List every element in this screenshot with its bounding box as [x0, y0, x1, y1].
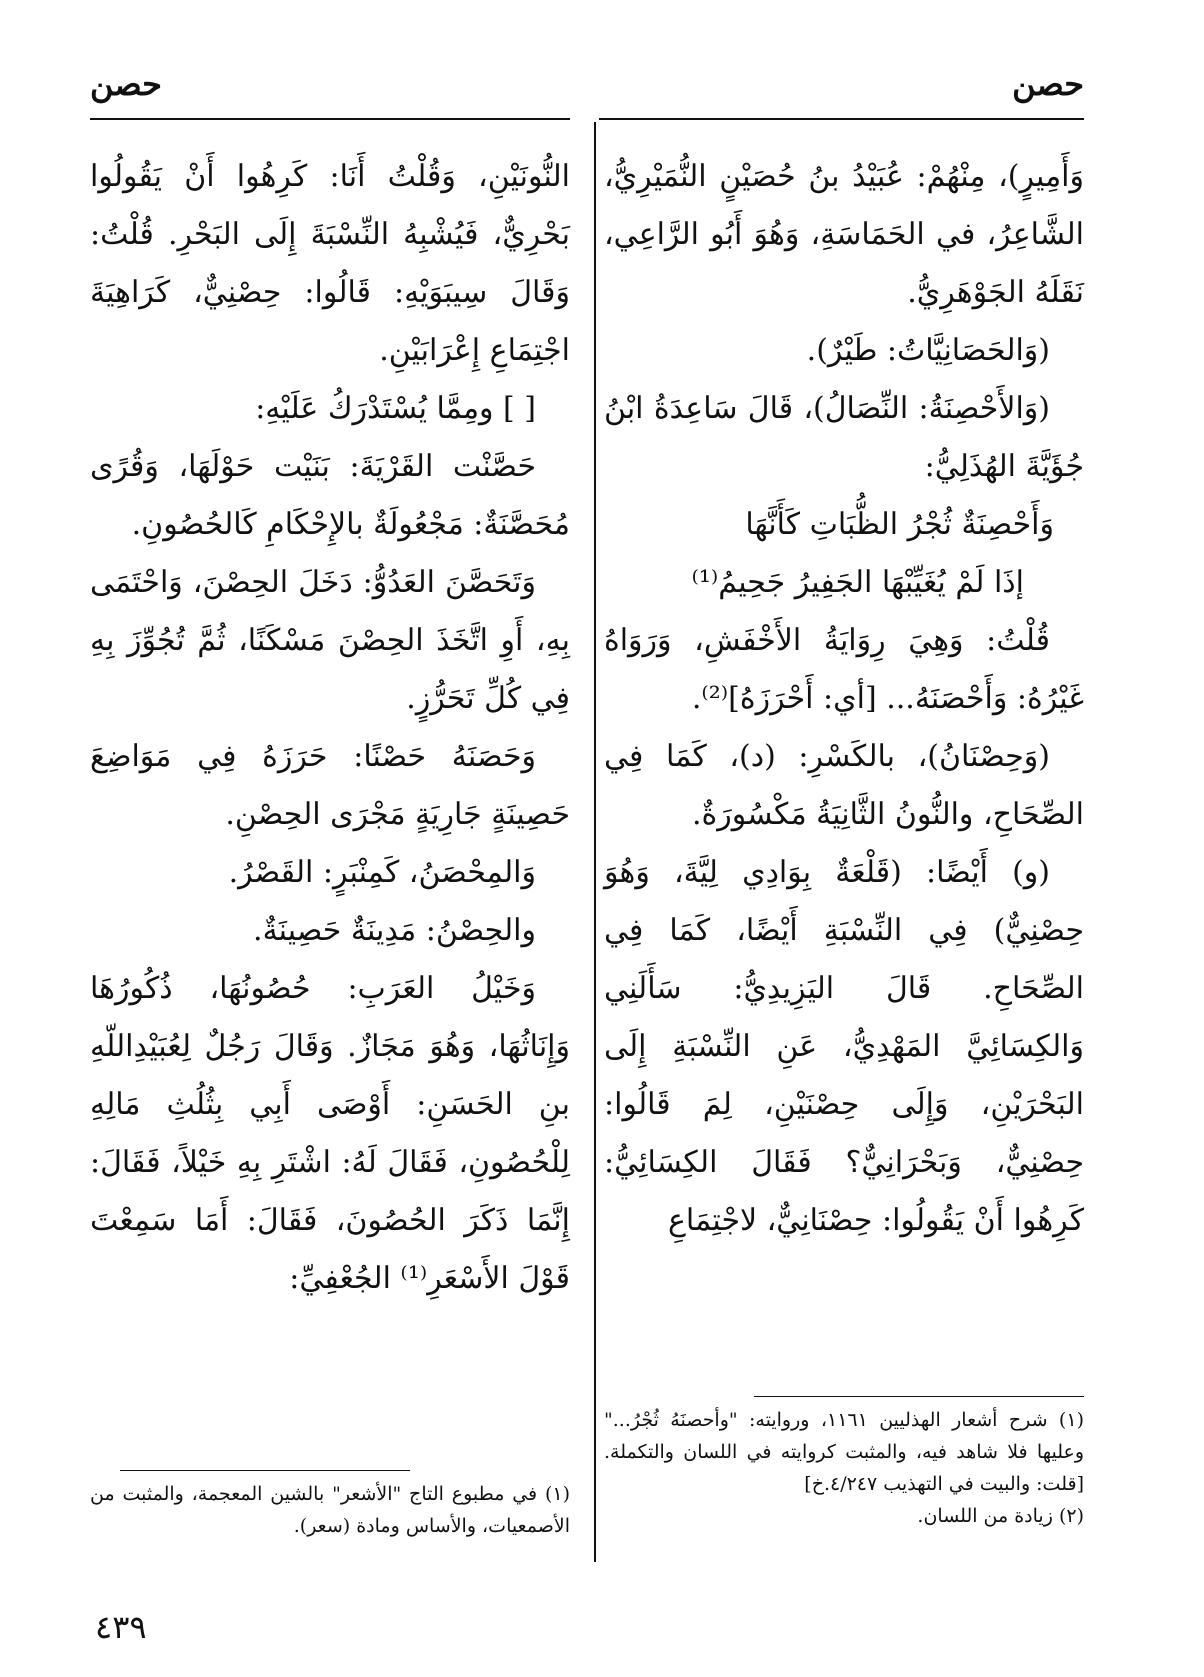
footnote: (١) في مطبوع التاج "الأشعر" بالشين المعجمة، والمثبت من الأصمعيات، والأساس ومادة (سعر). — [90, 1483, 570, 1537]
paragraph: النُّونَيْنِ، وَقُلْتُ أَنَا: كَرِهُوا أَنْ يَقُولُوا بَحْرِيٌّ، فَيُشْبِهُ النِّسْبَةَ إِلَى البَحْرِ. قُلْتُ: وَقَالَ سِيبَوَيْهِ: قَالُوا: حِصْنِيٌّ، كَرَاهِيَةَ اجْتِمَاعِ إِعْرَابَيْنِ. — [90, 159, 570, 368]
paragraph: وَخَيْلُ العَرَبِ: حُصُونُهَا، ذُكُورُهَا وَإِنَاثُهَا، وَهُوَ مَجَازٌ. وَقَالَ رَجُلٌ لِعُبَيْدِاللّهِ بنِ الحَسَنِ: أَوْصَى أَبِي بِثُلُثِ مَالِهِ لِلْحُصُونِ، فَقَالَ لَهُ: اشْتَرِ بِهِ خَيْلاً، فَقَالَ: إِنَّمَا ذَكَرَ الحُصُونَ، فَقَالَ: أَمَا سَمِعْتَ قَوْلَ الأَسْعَرِ⁽¹⁾ الجُعْفِيِّ: — [90, 971, 570, 1296]
footnotes-right — [604, 1404, 1084, 1532]
paragraph: وَأَمِيرٍ)، مِنْهُمْ: عُبَيْدُ بنُ حُصَيْنٍ النُّمَيْرِيُّ، الشَّاعِرُ، في الحَمَاسَةِ، وَهُوَ أَبُو الرَّاعِي، نَقَلَهُ الجَوْهَرِيُّ. — [604, 159, 1084, 310]
footnote-rule-left — [120, 1470, 410, 1471]
paragraph: والحِصْنُ: مَدِينَةٌ حَصِينَةٌ. — [253, 913, 536, 948]
footnotes-left — [90, 1478, 570, 1542]
left-column — [90, 148, 570, 1308]
header-rule-left — [90, 118, 570, 120]
paragraph: (و) أَيْضًا: (قَلْعَةٌ بِوَادِي لِيَّةَ، وَهُوَ حِصْنِيٌّ) فِي النِّسْبَةِ أَيْضًا، كَمَا فِي الصِّحَاحِ. قَالَ اليَزِيدِيُّ: سَأَلَنِي وَالكِسَائِيَّ المَهْدِيُّ، عَنِ النِّسْبَةِ إِلَى البَحْرَيْنِ، وَإِلَى حِصْنَيْنِ، لِمَ قَالُوا: حِصْنِيٌّ، وَبَحْرَانِيٌّ؟ فَقَالَ الكِسَائِيُّ: كَرِهُوا أَنْ يَقُولُوا: حِصْنَانِيٌّ، لاجْتِمَاعِ — [604, 855, 1084, 1238]
paragraph: (وَحِصْنَانُ)، بالكَسْرِ: (د)، كَمَا فِي الصِّحَاحِ، والنُّونُ الثَّانِيَةُ مَكْسُورَةٌ. — [604, 739, 1084, 832]
paragraph: وَتَحَصَّنَ العَدُوُّ: دَخَلَ الحِصْنَ، وَاحْتَمَى بِهِ، أَوِ اتَّخَذَ الحِصْنَ مَسْكَنًا، ثُمَّ تُجُوِّزَ بِهِ فِي كُلِّ تَحَرُّزٍ. — [90, 565, 570, 716]
paragraph: وَحَصَنَهُ حَصْنًا: حَرَزَهُ فِي مَوَاضِعَ حَصِينَةٍ جَارِيَةٍ مَجْرَى الحِصْنِ. — [90, 739, 570, 832]
subheading: [ ] ومِمَّا يُسْتَدْرَكُ عَلَيْهِ: — [255, 391, 536, 426]
page-number: ٤٣٩ — [95, 1608, 147, 1646]
paragraph: حَصَّنْت القَرْيَةَ: بَنَيْت حَوْلَهَا، وَقُرًى مُحَصَّنَةٌ: مَجْعُولَةٌ بالإِحْكَامِ كَالحُصُونِ. — [90, 449, 570, 542]
paragraph: وَالمِحْصَنُ، كَمِنْبَرٍ: القَصْرُ. — [228, 855, 536, 890]
verse-line: وَأَحْصِنَةٌ ثُجْرُ الظُّبَاتِ كَأَنَّهَا — [745, 507, 1054, 542]
header-rule-right — [599, 118, 1084, 120]
verse-line: إذَا لَمْ يُغَيِّبْهَا الجَفِيرُ جَحِيمُ⁽¹⁾ — [691, 565, 1024, 600]
footnote: (٢) زيادة من اللسان. — [917, 1505, 1084, 1527]
paragraph: قُلْتُ: وَهِيَ رِوَايَةُ الأَخْفَشِ، وَرَوَاهُ غَيْرُهُ: وَأَحْصَنَهُ... [أي: أَحْرَزَهُ]⁽²⁾. — [604, 623, 1084, 716]
header-word-right: حصن — [1012, 65, 1084, 103]
right-column — [604, 148, 1084, 1250]
header-word-left: حصن — [90, 65, 162, 103]
footnote-rule-right — [754, 1396, 1084, 1397]
column-divider — [594, 122, 596, 1562]
paragraph: (وَالأَحْصِنَةُ: النِّصَالُ)، قَالَ سَاعِدَةُ ابْنُ جُؤَيَّةَ الهُذَلِيُّ: — [604, 391, 1084, 484]
footnote: (١) شرح أشعار الهذليين ١١٦١، وروايته: "وأحصنَهُ ثُجْرُ..." وعليها فلا شاهد فيه، والمثبت كروايته في اللسان والتكملة. [قلت: والبيت في التهذيب ٤/٢٤٧.خ] — [604, 1409, 1084, 1495]
paragraph: (وَالحَصَانِيَّاتُ: طَيْرٌ). — [806, 333, 1050, 368]
